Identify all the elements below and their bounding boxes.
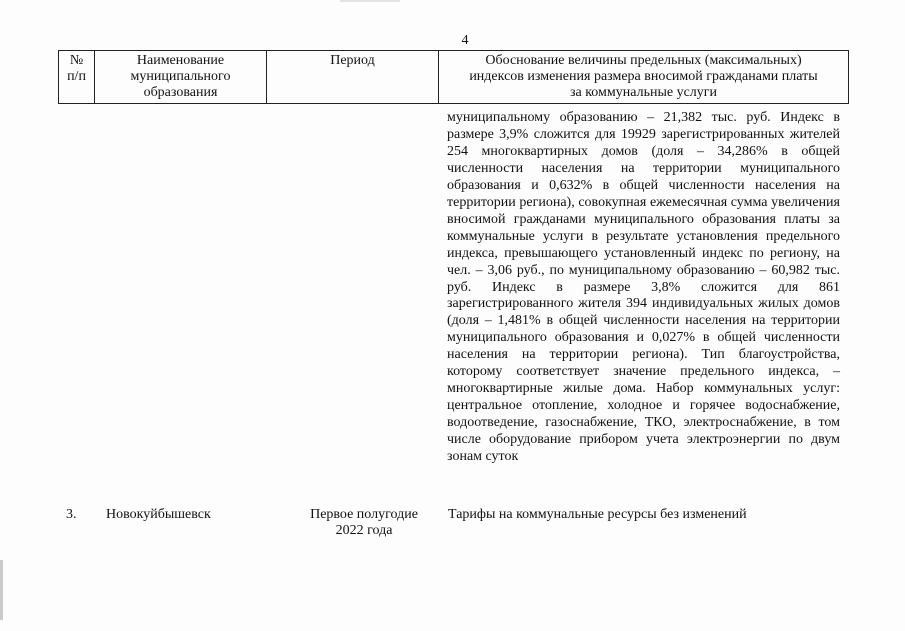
tariff-table-header [58, 50, 849, 104]
basis-text: Тарифы на коммунальные ресурсы без изменений [448, 507, 747, 522]
header-municipality-name: Наименование муниципального образования [95, 51, 267, 104]
continuation-paragraph: муниципальному образованию – 21,382 тыс. руб. Индекс в размере 3,9% сложится для 19929 зарегистрированных жителей 254 многоквартирных домов (доля – 34,286% в общей численности населения на территории муниципального образования и 0,632% в общей численности населения на территории региона), совокупная ежемесячная сумма увеличения вносимой гражданами муниципального образования платы за коммунальные услуги в результате установления предельного индекса, превышающего установленный индекс по региону, на чел. – 3,06 руб., по муниципальному образованию – 60,982 тыс. руб. Индекс в размере 3,8% сложится для 861 зарегистрированного жителя 394 индивидуальных жилых домов (доля – 1,481% в общей численности населения на территории муниципального образования и 0,027% в общей численности населения на территории региона). Тип благоустройства, которому соответствует значение предельного индекса, – многоквартирные жилые дома. Набор коммунальных услуг: центральное отопление, холодное и горячее водоснабжение, водоотведение, газоснабжение, ТКО, электроснабжение, в том числе оборудование прибором учета электроэнергии по двум зонам суток [447, 110, 840, 465]
header-basis: Обоснование величины предельных (максимальных) индексов изменения размера вносимой гражданами платы за коммунальные услуги [439, 51, 849, 104]
table-header-row [59, 51, 849, 104]
header-period: Период [267, 51, 439, 104]
scan-artifact [340, 0, 400, 2]
scan-artifact [0, 560, 3, 620]
row-number: 3. [66, 507, 77, 522]
period: Первое полугодие 2022 года [310, 507, 418, 538]
header-number: № п/п [59, 51, 95, 104]
municipality-name: Новокуйбышевск [106, 507, 211, 522]
basis-continuation-text [447, 110, 840, 466]
page-number: 4 [461, 33, 469, 48]
